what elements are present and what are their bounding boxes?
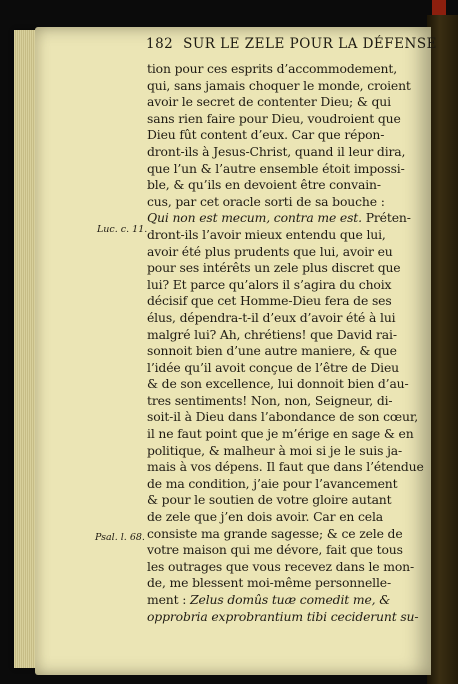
- text-line: dront-ils à Jesus-Christ, quand il leur dira,: [147, 143, 406, 159]
- text-line: de ma condition, j’aie pour l’avancement: [147, 475, 398, 491]
- text-line: tion pour ces esprits d’accommodement,: [147, 61, 398, 76]
- italic-run: Qui non est mecum, contra me est.: [147, 210, 362, 226]
- text-line: opprobria exprobrantium tibi ceciderunt su-: [147, 608, 419, 624]
- marginal-note: Luc. c. 11.: [97, 224, 148, 235]
- body-text: [147, 61, 424, 625]
- text-line: les outrages que vous recevez dans le mon-: [147, 558, 415, 574]
- text-line: & pour le soutien de votre gloire autant: [147, 492, 392, 508]
- text-line: l’idée qu’il avoit conçue de l’être de Dieu: [147, 359, 399, 375]
- text-line: avoir le secret de contenter Dieu; & qui: [147, 94, 391, 110]
- text-line: sans rien faire pour Dieu, voudroient que: [147, 110, 401, 126]
- roman-run: ment :: [147, 592, 191, 607]
- text-line: mais à vos dépens. Il faut que dans l’étendue: [147, 459, 424, 475]
- text-line: que l’un & l’autre ensemble étoit impossi-: [147, 160, 405, 176]
- text-line: [147, 210, 411, 227]
- text-line: & de son excellence, lui donnoit bien d’au-: [147, 376, 409, 392]
- marginal-note: Psal. l. 68.: [95, 532, 145, 543]
- book-gutter: [427, 15, 458, 684]
- text-line: consiste ma grande sagesse; & ce zele de: [147, 525, 403, 541]
- roman-run: Préten-: [361, 210, 411, 226]
- text-line: malgré lui? Ah, chrétiens! que David rai-: [147, 326, 397, 342]
- text-line: élus, dépendra-t-il d’eux d’avoir été à lui: [147, 309, 396, 325]
- text-line: qui, sans jamais choquer le monde, croient: [147, 77, 411, 93]
- text-line: Dieu fût content d’eux. Car que répon-: [147, 127, 385, 143]
- text-line: soit-il à Dieu dans l’abondance de son cœur,: [147, 409, 419, 425]
- text-line: cus, par cet oracle sorti de sa bouche :: [147, 193, 385, 209]
- text-line: votre maison qui me dévore, fait que tous: [147, 542, 403, 558]
- italic-run: Zelus domûs tuæ comedit me, &: [190, 592, 391, 607]
- text-line: [147, 592, 405, 609]
- text-line: tres sentiments! Non, non, Seigneur, di-: [147, 392, 393, 408]
- page-number: 182: [146, 36, 174, 52]
- text-line: il ne faut point que je m’érige en sage & en: [147, 426, 414, 442]
- running-head-title: SUR LE ZELE POUR LA DÉFENSE: [183, 36, 437, 52]
- text-line: dront-ils l’avoir mieux entendu que lui,: [147, 226, 386, 242]
- text-line: avoir été plus prudents que lui, avoir eu: [147, 243, 393, 259]
- text-line: pour ses intérêts un zele plus discret que: [147, 260, 401, 276]
- running-head: [146, 36, 437, 52]
- text-line: de, me blessent moi-même personnelle-: [147, 575, 391, 591]
- text-line: de zele que j’en dois avoir. Car en cela: [147, 509, 384, 525]
- text-line: lui? Et parce qu’alors il s’agira du choix: [147, 276, 392, 292]
- text-line: décisif que cet Homme-Dieu fera de ses: [147, 293, 392, 309]
- text-line: sonnoit bien d’une autre maniere, & que: [147, 343, 397, 359]
- text-line: politique, & malheur à moi si je le suis ja-: [147, 442, 403, 458]
- text-line: ble, & qu’ils en devoient être convain-: [147, 177, 381, 193]
